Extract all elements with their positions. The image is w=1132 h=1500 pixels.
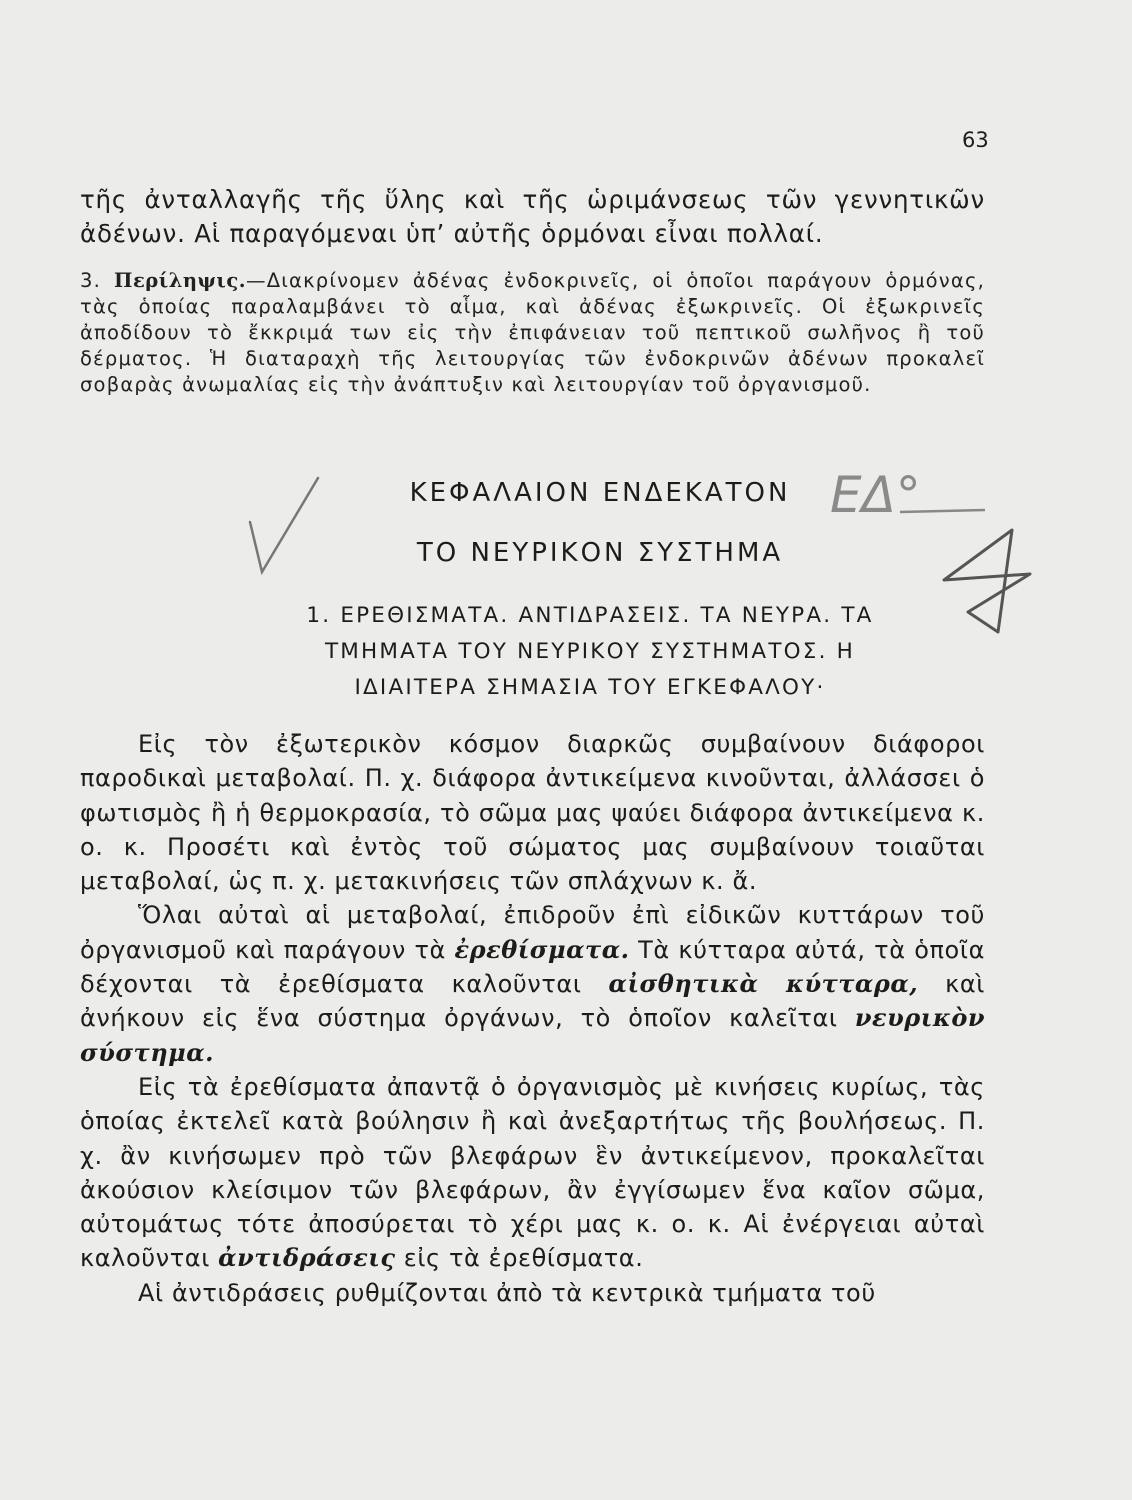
section-heading-line-2: ΤΜΗΜΑΤΑ ΤΟΥ ΝΕΥΡΙΚΟΥ ΣΥΣΤΗΜΑΤΟΣ. Η bbox=[324, 639, 856, 664]
term-aisthitika-kyttara: αἰσθητικὰ κύτταρα, bbox=[608, 969, 919, 999]
page-number: 63 bbox=[962, 128, 989, 152]
paragraph-3-text-a: Εἰς τὰ ἐρεθίσματα ἀπαντᾷ ὁ ὀργανισμὸς μὲ κινήσεις κυρίως, τὰς ὁποίας ἐκτελεῖ κατὰ βούλησιν ἢ καὶ ἀνεξαρτήτως τῆς βουλήσεως. Π. χ. ἂν κινήσωμεν πρὸ τῶν βλεφάρων ἓν ἀντικείμενον, προκαλεῖται ἀκούσιον κλείσιμον τῶν βλεφάρων, ἂν ἐγγίσωμεν ἕνα καῖον σῶμα, αὐτομάτως τότε ἀποσύρεται τὸ χέρι μας κ. ο. κ. Αἱ ἐνέργειαι αὐταὶ καλοῦνται bbox=[80, 1072, 985, 1273]
paragraph-3-text-b: εἰς τὰ ἐρεθίσματα. bbox=[395, 1244, 644, 1273]
summary-text: —Διακρίνομεν ἀδένας ἐνδοκρινεῖς, οἱ ὁποῖοι παράγουν ὁρμόνας, τὰς ὁποίας παραλαμβάνει τὸ αἷμα, καὶ ἀδένας ἐξωκρινεῖς. Οἱ ἐξωκρινεῖς ἀποδίδουν τὸ ἔκκριμά των εἰς τὴν ἐπιφάνειαν τοῦ πεπτικοῦ σωλῆνος ἢ τοῦ δέρματος. Ἡ διαταραχὴ τῆς λειτουργίας τῶν ἐνδοκρινῶν ἀδένων προκαλεῖ σοβαρὰς ἀνωμαλίας εἰς τὴν ἀνάπτυξιν καὶ λειτουργίαν τοῦ ὀργανισμοῦ. bbox=[80, 269, 985, 396]
term-antidraseis: ἀντιδράσεις bbox=[218, 1243, 396, 1273]
paragraph-2-text-a: Ὅλαι αὐταὶ αἱ μεταβολαί, ἐπιδροῦν ἐπὶ εἰδικῶν κυττάρων τοῦ ὀργανισμοῦ καὶ παράγουν τὰ bbox=[80, 901, 985, 964]
term-erethismata: ἐρεθίσματα. bbox=[454, 934, 630, 964]
handwritten-underline bbox=[900, 510, 985, 512]
handwritten-note: ΕΔ° bbox=[830, 466, 921, 524]
summary-number: 3. bbox=[80, 269, 102, 292]
chapter-heading: ΚΕΦΑΛΑΙΟΝ ΕΝΔΕΚΑΤΟΝ bbox=[409, 478, 791, 508]
paragraph-1: Εἰς τὸν ἐξωτερικὸν κόσμον διαρκῶς συμβαίνουν διάφοροι παροδικαὶ μεταβολαί. Π. χ. διάφορα ἀντικείμενα κινοῦνται, ἀλλάσσει ὁ φωτισμὸς ἢ ἡ θερμοκρασία, τὸ σῶμα μας ψαύει διάφορα ἀντικείμενα κ. ο. κ. Προσέτι καὶ ἐντὸς τοῦ σώματος μας συμβαίνουν τοιαῦται μεταβολαί, ὡς π. χ. μετακινήσεις τῶν σπλάχνων κ. ἄ. bbox=[80, 730, 985, 896]
summary-title: Περίληψις. bbox=[114, 269, 247, 292]
opening-paragraph: τῆς ἀνταλλαγῆς τῆς ὕλης καὶ τῆς ὡριμάνσεως τῶν γεννητικῶν ἀδένων. Αἱ παραγόμεναι ὑπ’ αὐτῆς ὁρμόναι εἶναι πολλαί. bbox=[80, 185, 985, 248]
paragraph-2-text-b: Τὰ κύτταρα αὐτά, τὰ ὁποῖα δέχονται τὰ ἐρεθίσματα καλοῦνται bbox=[80, 935, 985, 999]
paragraph-4: Αἱ ἀντιδράσεις ρυθμίζονται ἀπὸ τὰ κεντρικὰ τμήματα τοῦ bbox=[138, 1278, 876, 1307]
summary-paragraph bbox=[80, 268, 985, 398]
paragraph-3 bbox=[80, 1070, 985, 1276]
chapter-title: ΤΟ ΝΕΥΡΙΚΟΝ ΣΥΣΤΗΜΑ bbox=[416, 538, 784, 568]
section-heading-line-3: ΙΔΙΑΙΤΕΡΑ ΣΗΜΑΣΙΑ ΤΟΥ ΕΓΚΕΦΑΛΟΥ· bbox=[354, 675, 826, 700]
section-heading-line-1: 1. ΕΡΕΘΙΣΜΑΤΑ. ΑΝΤΙΔΡΑΣΕΙΣ. ΤΑ ΝΕΥΡΑ. ΤΑ bbox=[306, 603, 874, 628]
paragraph-2-text-c: καὶ ἀνήκουν εἰς ἕνα σύστημα ὀργάνων, τὸ ὁποῖον καλεῖται bbox=[80, 970, 985, 1033]
term-neurikon-systima: νευρικὸν σύστημα. bbox=[80, 1003, 985, 1067]
paragraph-2 bbox=[80, 898, 985, 1069]
section-heading bbox=[110, 598, 1070, 706]
main-text bbox=[80, 727, 985, 1310]
